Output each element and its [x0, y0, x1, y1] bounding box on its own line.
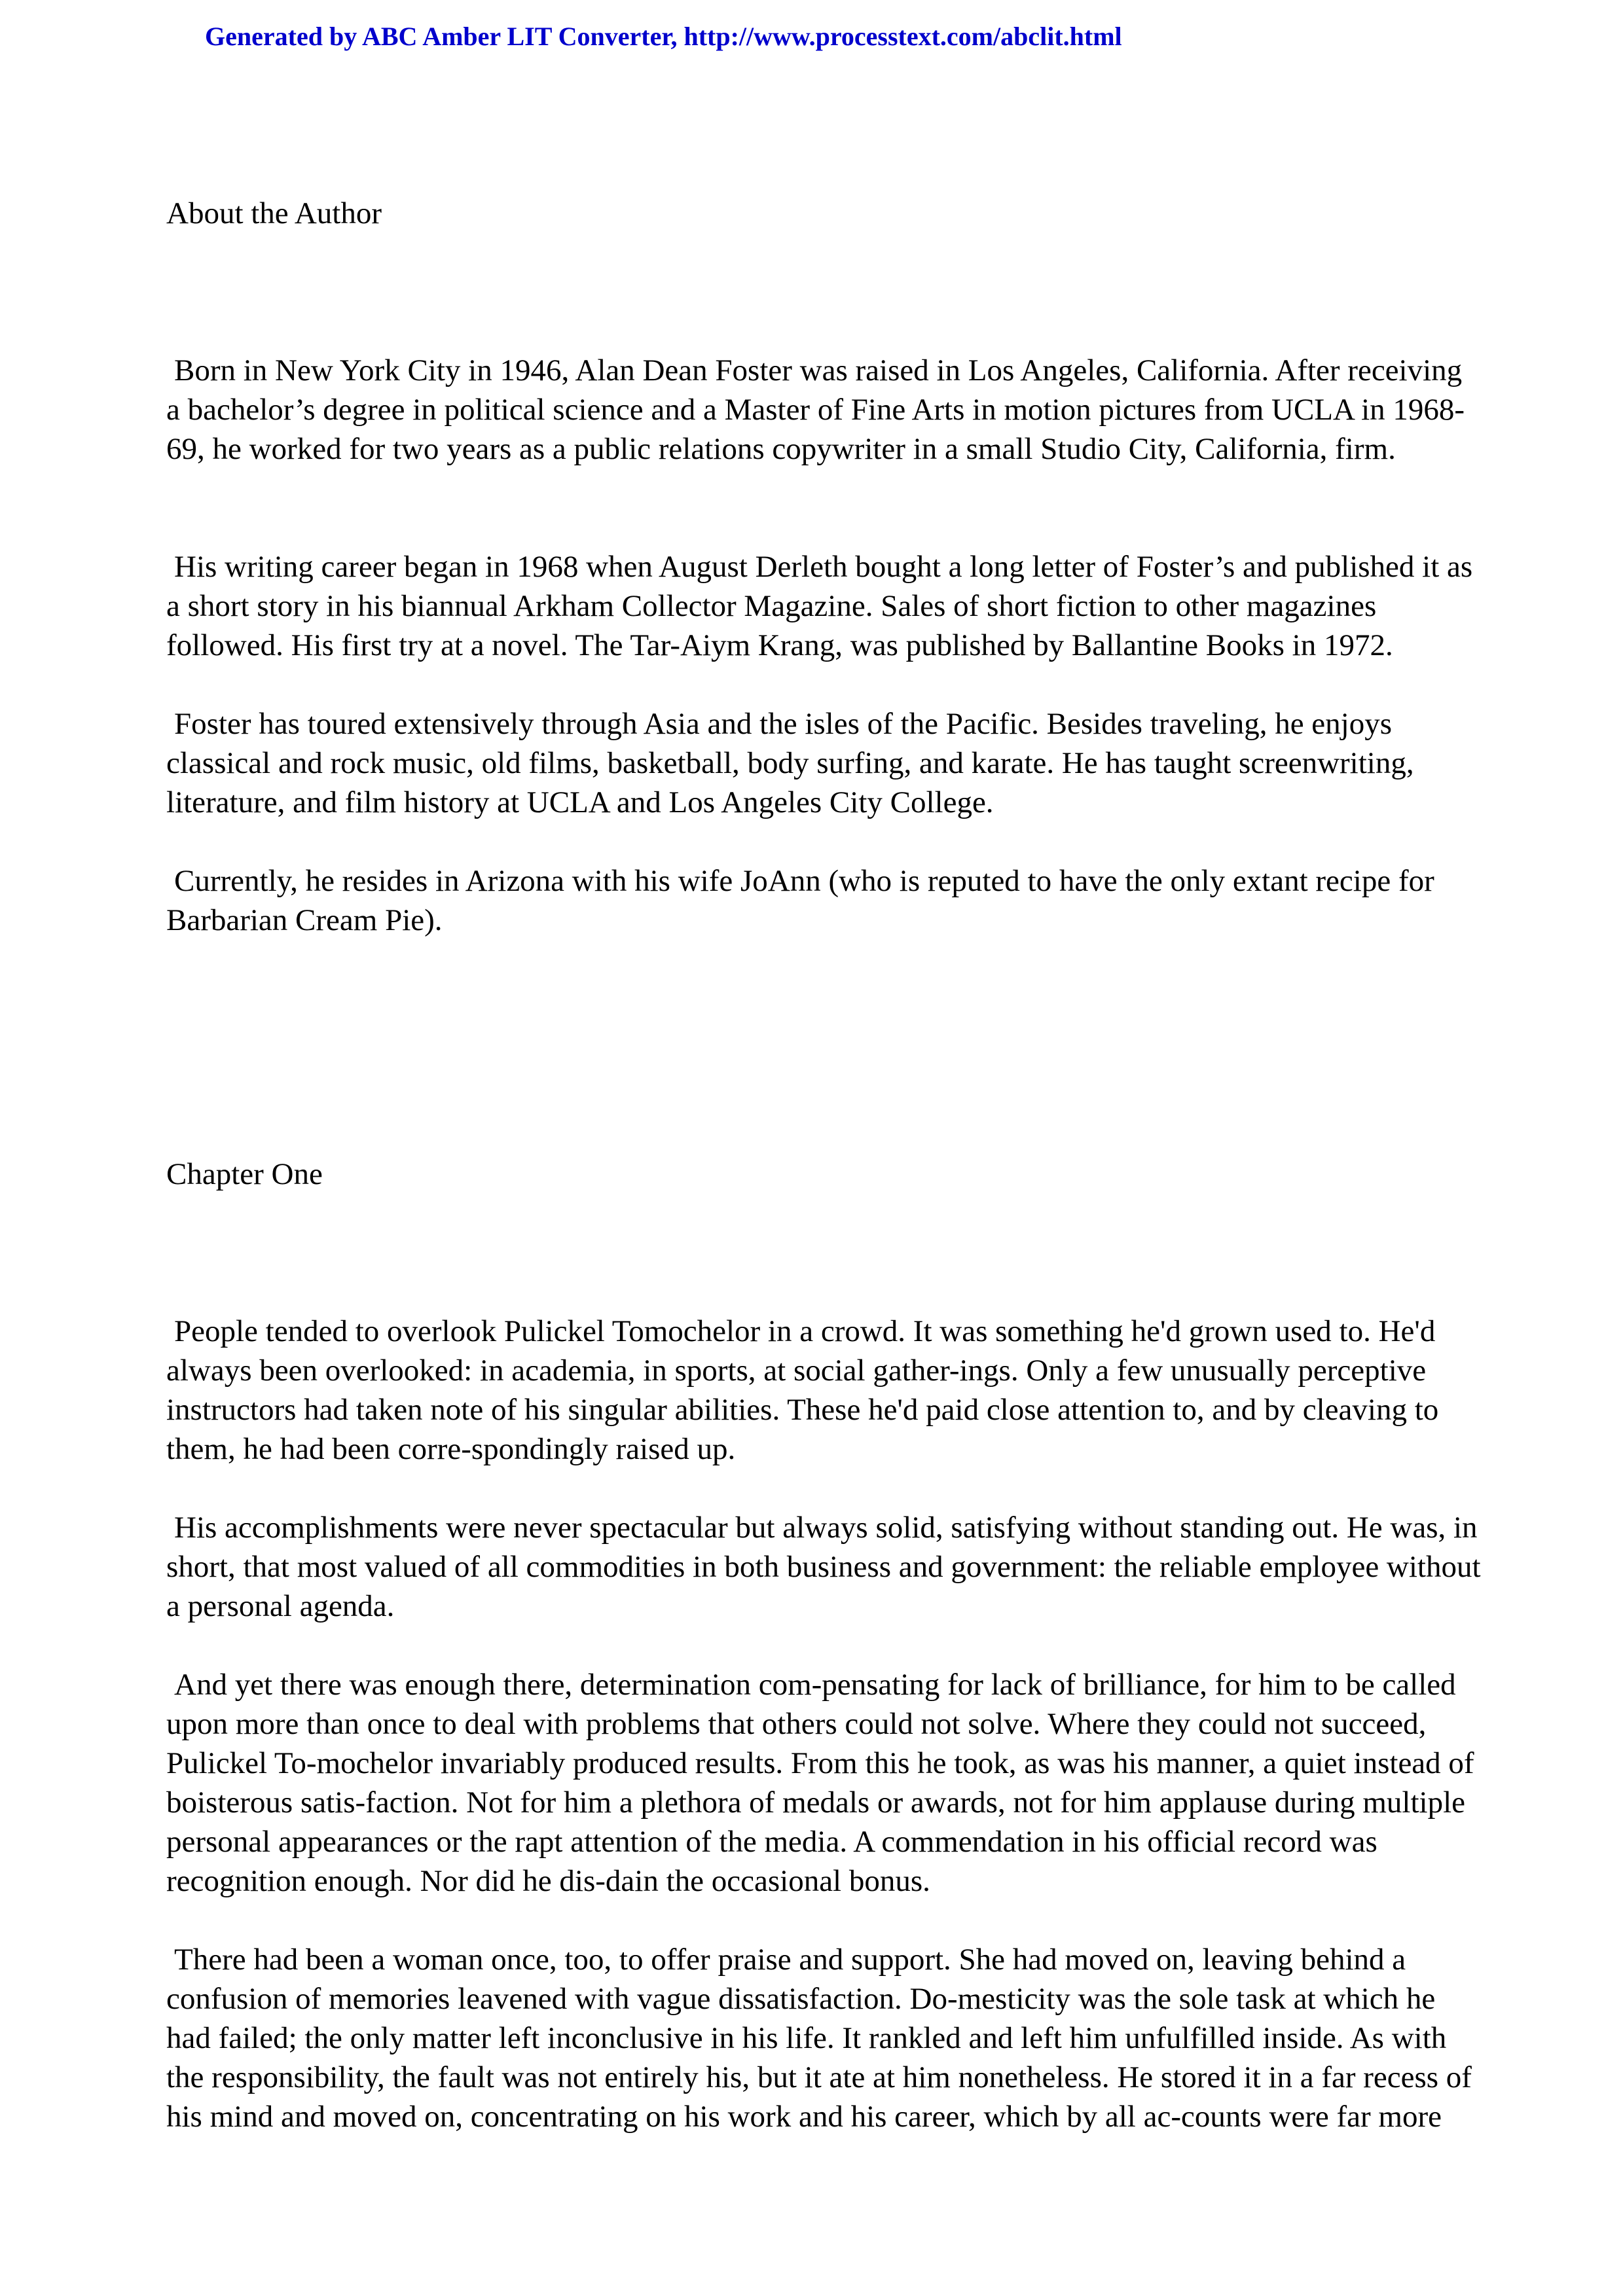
section-heading-about-author: About the Author: [166, 196, 382, 230]
section-heading-chapter-one: Chapter One: [166, 1157, 323, 1191]
paragraph-about-3: Foster has toured extensively through Asia and the isles of the Pacific. Besides traveling, he enjoys classical and rock music, old films, basketball, body surfing, and karate. He has taught screenwriting, literature, and film history at UCLA and Los Angeles City College.: [166, 707, 1414, 819]
paragraph-chapter-3: And yet there was enough there, determination com-pensating for lack of brilliance, for him to be called upon more than once to deal with problems that others could not solve. Where they could not succeed, Pulickel To-mochelor invariably produced results. From this he took, as was his manner, a quiet instead of boisterous satis-faction. Not for him a plethora of medals or awards, not for him applause during multiple personal appearances or the rapt attention of the media. A commendation in his official record was recognition enough. Nor did he dis-dain the occasional bonus.: [166, 1668, 1474, 1898]
paragraph-chapter-1: People tended to overlook Pulickel Tomochelor in a crowd. It was something he'd grown used to. He'd always been overlooked: in academia, in sports, at social gather-ings. Only a few unusually perceptive instructors had taken note of his singular abilities. These he'd paid close attention to, and by cleaving to them, he had been corre-spondingly raised up.: [166, 1314, 1439, 1466]
paragraph-chapter-2: His accomplishments were never spectacular but always solid, satisfying without standing out. He was, in short, that most valued of all commodities in both business and government: the reliable employee without a personal agenda.: [166, 1511, 1481, 1623]
converter-banner-link[interactable]: Generated by ABC Amber LIT Converter, http://www.processtext.com/abclit.html: [205, 22, 1122, 51]
paragraph-about-2: His writing career began in 1968 when August Derleth bought a long letter of Foster’s and published it as a short story in his biannual Arkham Collector Magazine. Sales of short fiction to other magazines followed. His first try at a novel. The Tar-Aiym Krang, was published by Ballantine Books in 1972.: [166, 550, 1473, 662]
paragraph-about-4: Currently, he resides in Arizona with his wife JoAnn (who is reputed to have the only extant recipe for Barbarian Cream Pie).: [166, 864, 1434, 937]
paragraph-chapter-4: There had been a woman once, too, to offer praise and support. She had moved on, leaving behind a confusion of memories leavened with vague dissatisfaction. Do-mesticity was the sole task at which he had failed; the only matter left inconclusive in his life. It rankled and left him unfulfilled inside. As with the responsibility, the fault was not entirely his, but it ate at him nonetheless. He stored it in a far recess of his mind and moved on, concentrating on his work and his career, which by all ac-counts were far more: [166, 1943, 1472, 2134]
paragraph-about-1: Born in New York City in 1946, Alan Dean Foster was raised in Los Angeles, California. After receiving a bachelor’s degree in political science and a Master of Fine Arts in motion pictures from UCLA in 1968-69, he worked for two years as a public relations copywriter in a small Studio City, California, firm.: [166, 353, 1465, 466]
